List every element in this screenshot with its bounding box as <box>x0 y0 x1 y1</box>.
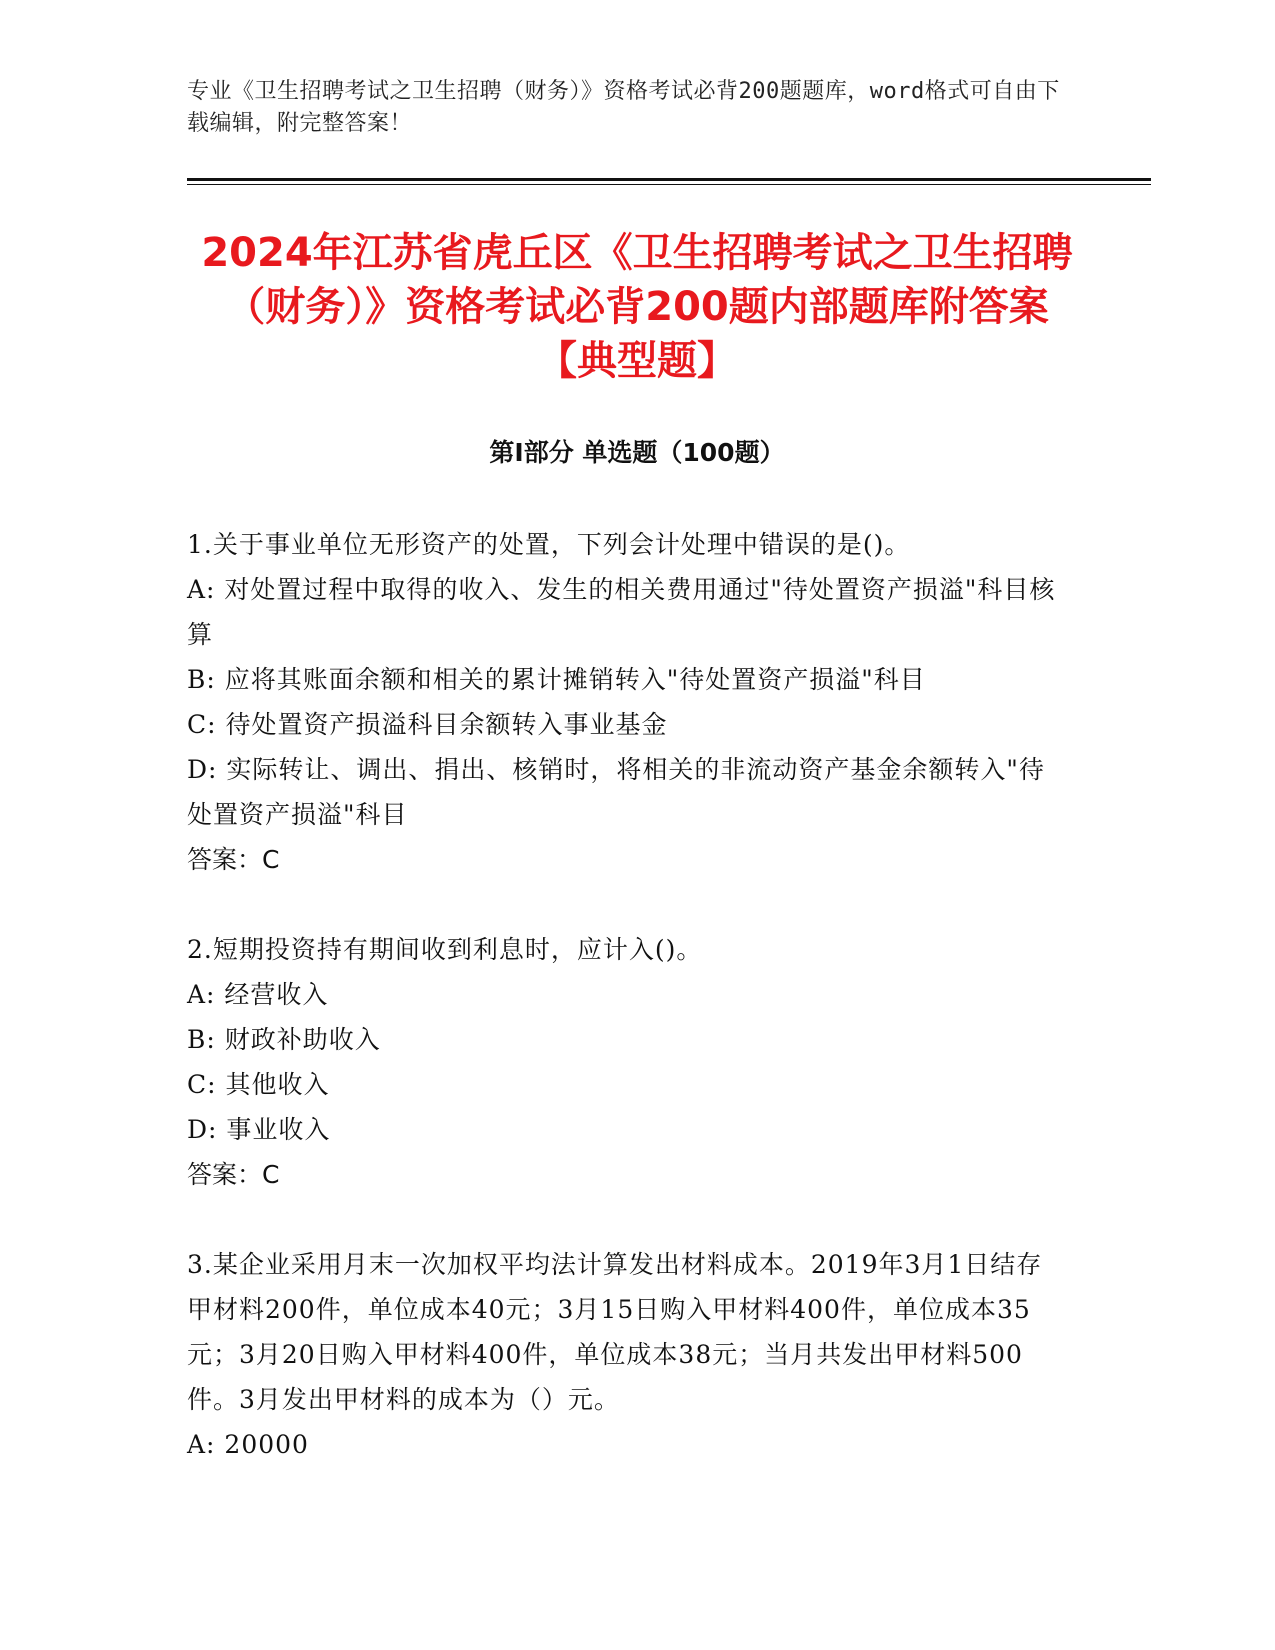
option-c: C: 待处置资产损溢科目余额转入事业基金 <box>187 710 668 739</box>
question-1 <box>187 522 1067 882</box>
question-list <box>187 522 1067 1512</box>
option-c: C: 其他收入 <box>187 1070 330 1099</box>
section-title: 第Ⅰ部分 单选题（100题） <box>489 438 785 467</box>
document-title: 2024年江苏省虎丘区《卫生招聘考试之卫生招聘（财务）》资格考试必背200题内部题库附答案【典型题】 <box>201 230 1073 384</box>
header-note: 专业《卫生招聘考试之卫生招聘（财务）》资格考试必背200题题库，word格式可自由下载编辑，附完整答案！ <box>187 79 1060 136</box>
question-text: 1.关于事业单位无形资产的处置，下列会计处理中错误的是()。 <box>187 530 911 559</box>
question-text: 2.短期投资持有期间收到利息时，应计入()。 <box>187 935 703 964</box>
question-3 <box>187 1242 1067 1467</box>
option-d: D: 实际转让、调出、捐出、核销时，将相关的非流动资产基金余额转入"待处置资产损溢"科目 <box>187 755 1045 829</box>
option-a: A: 经营收入 <box>187 980 329 1009</box>
option-d: D: 事业收入 <box>187 1115 331 1144</box>
answer: 答案：C <box>187 1160 280 1189</box>
question-text: 3.某企业采用月末一次加权平均法计算发出材料成本。2019年3月1日结存甲材料200件，单位成本40元；3月15日购入甲材料400件，单位成本35元；3月20日购入甲材料400件，单位成本38元；当月共发出甲材料500件。3月发出甲材料的成本为（）元。 <box>187 1250 1043 1414</box>
option-b: B: 财政补助收入 <box>187 1025 381 1054</box>
option-a: A: 对处置过程中取得的收入、发生的相关费用通过"待处置资产损溢"科目核算 <box>187 575 1056 649</box>
option-a: A: 20000 <box>187 1430 309 1459</box>
header-divider-thick <box>187 178 1151 181</box>
question-2 <box>187 927 1067 1197</box>
header-divider-thin <box>187 184 1151 185</box>
option-b: B: 应将其账面余额和相关的累计摊销转入"待处置资产损溢"科目 <box>187 665 926 694</box>
answer: 答案：C <box>187 845 280 874</box>
